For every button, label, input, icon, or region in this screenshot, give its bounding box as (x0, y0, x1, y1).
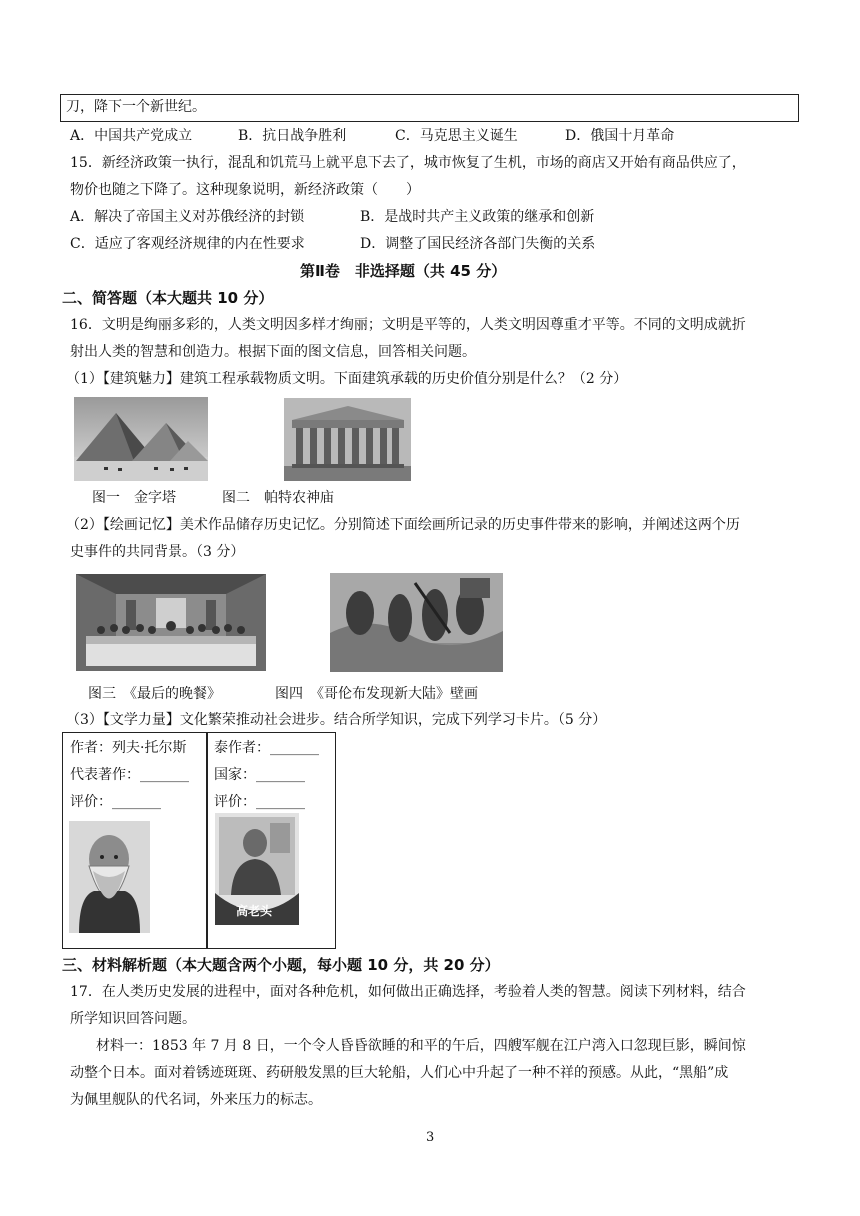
q15-line1: 15．新经济政策一执行，混乱和饥荒马上就平息下去了，城市恢复了生机，市场的商店又开始有商品供应了， (70, 155, 746, 171)
pyramid-photo (74, 397, 208, 481)
parthenon-photo (284, 398, 411, 481)
q16-2-line2: 史事件的共同背景。（3 分） (70, 544, 245, 560)
material1-line1: 材料一：1853 年 7 月 8 日，一个令人昏昏欲睡的和平的午后，四艘军舰在江户湾入口忽现巨影，瞬间惊 (96, 1038, 746, 1054)
card2-author: 泰作者：_______ (214, 740, 319, 756)
caption-fig1: 图一 金字塔 (92, 490, 176, 506)
q14-option-c: C．马克思主义诞生 (395, 128, 518, 144)
caption-fig2: 图二 帕特农神庙 (222, 490, 334, 506)
q14-option-b: B．抗日战争胜利 (238, 128, 347, 144)
card1-evaluation: 评价：_______ (70, 794, 161, 810)
q14-option-d: D．俄国十月革命 (565, 128, 675, 144)
caption-fig4: 图四 《哥伦布发现新大陆》壁画 (275, 686, 478, 702)
tolstoy-portrait (69, 821, 150, 933)
q17-line2: 所学知识回答问题。 (70, 1011, 196, 1027)
q15-option-a: A．解决了帝国主义对苏俄经济的封锁 (70, 209, 305, 225)
card1-author: 作者：列夫·托尔斯 (70, 740, 187, 756)
card2-country: 国家：_______ (214, 767, 305, 783)
caption-fig3: 图三 《最后的晚餐》 (88, 686, 221, 702)
columbus-painting (330, 573, 503, 672)
last-supper-painting (76, 574, 266, 671)
q15-option-c: C．适应了客观经济规律的内在性要求 (70, 236, 305, 252)
section3-title: 三、材料解析题（本大题含两个小题，每小题 10 分，共 20 分） (62, 956, 500, 974)
card1-works: 代表著作：_______ (70, 767, 189, 783)
page-number: 3 (426, 1130, 435, 1145)
q16-line1: 16．文明是绚丽多彩的，人类文明因多样才绚丽；文明是平等的，人类文明因尊重才平等。不同的文明成就折 (70, 317, 746, 333)
q14-tail: 刀，降下一个新世纪。 (66, 99, 206, 115)
part2-title: 第Ⅱ卷 非选择题（共 45 分） (300, 262, 507, 280)
q16-line2: 射出人类的智慧和创造力。根据下面的图文信息，回答相关问题。 (70, 344, 476, 360)
q15-option-d: D．调整了国民经济各部门失衡的关系 (360, 236, 596, 252)
q15-option-b: B．是战时共产主义政策的继承和创新 (360, 209, 595, 225)
q16-3: （3）【文学力量】文化繁荣推动社会进步。结合所学知识，完成下列学习卡片。（5 分） (66, 712, 607, 728)
q17-line1: 17．在人类历史发展的进程中，面对各种危机，如何做出正确选择，考验着人类的智慧。阅读下列材料，结合 (70, 984, 746, 1000)
q14-option-a: A．中国共产党成立 (70, 128, 193, 144)
q15-line2: 物价也随之下降了。这种现象说明，新经济政策（ ） (70, 182, 420, 198)
card2-evaluation: 评价：_______ (214, 794, 305, 810)
material1-line2: 动整个日本。面对着锈迹斑斑、药研般发黑的巨大轮船，人们心中升起了一种不祥的预感。从此，“黑船”成 (70, 1065, 729, 1081)
section2-title: 二、简答题（本大题共 10 分） (62, 289, 274, 307)
material1-line3: 为佩里舰队的代名词，外来压力的标志。 (70, 1092, 322, 1108)
q16-1: （1）【建筑魅力】建筑工程承载物质文明。下面建筑承载的历史价值分别是什么？（2 分） (66, 371, 628, 387)
q16-2-line1: （2）【绘画记忆】美术作品储存历史记忆。分别简述下面绘画所记录的历史事件带来的影响，并阐述这两个历 (66, 517, 740, 533)
book-cover-label: 高老头 (236, 904, 273, 918)
